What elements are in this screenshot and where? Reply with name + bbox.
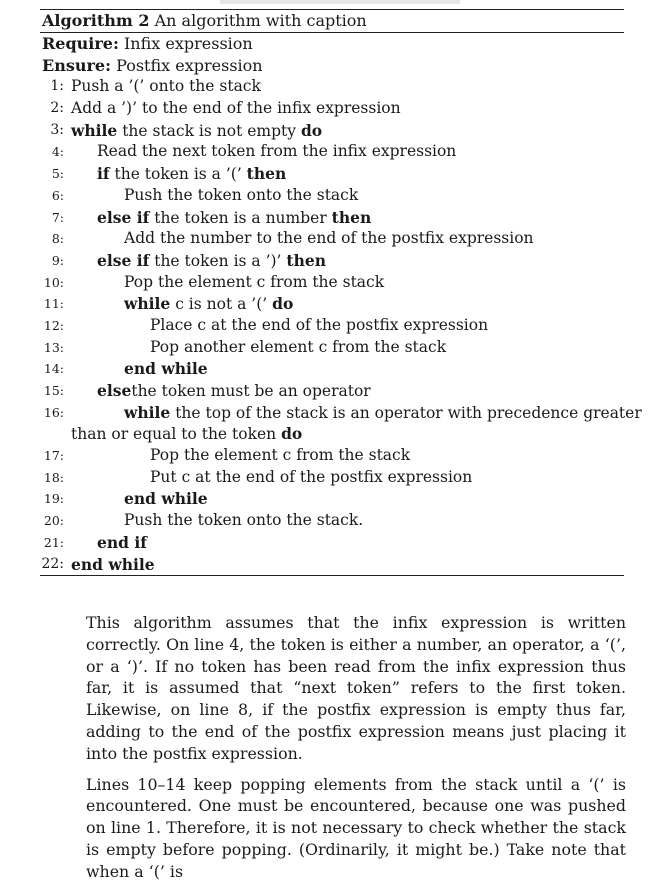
line-text: the stack is not empty — [117, 121, 301, 140]
ensure-text: Postfix expression — [116, 55, 263, 75]
algorithm-line — [40, 185, 624, 207]
line-number: 22: — [41, 555, 64, 572]
line-text: Push the token onto the stack — [124, 185, 359, 204]
line-text: than or equal to the token — [71, 425, 282, 444]
line-text: Place c at the end of the postfix expression — [150, 315, 489, 334]
require-label: Require: — [42, 34, 119, 53]
line-code — [124, 510, 363, 532]
keyword: do — [300, 120, 323, 140]
line-text: the token is a number — [149, 208, 332, 227]
algorithm-line — [40, 250, 624, 272]
line-code — [124, 272, 384, 294]
line-number: 7: — [51, 209, 64, 225]
keyword: then — [286, 250, 326, 270]
line-number: 11: — [43, 296, 64, 312]
require-line — [40, 33, 624, 55]
keyword: do — [281, 424, 303, 444]
keyword: end while — [71, 554, 155, 574]
algorithm-line — [40, 207, 624, 229]
line-number: 15: — [43, 383, 64, 398]
line-number: 5: — [51, 166, 64, 182]
line-text: the token must be an operator — [131, 382, 371, 400]
algorithm-line — [40, 380, 624, 402]
line-code — [71, 120, 322, 143]
line-number: 14: — [43, 361, 64, 377]
keyword: then — [246, 164, 287, 184]
ensure-line — [40, 55, 624, 77]
algorithm-line — [40, 445, 624, 467]
algorithm-line — [40, 272, 624, 294]
line-number: 2: — [50, 100, 64, 117]
algorithm-line — [40, 141, 624, 163]
line-code — [124, 293, 293, 316]
line-text: Pop the element c from the stack — [150, 446, 411, 465]
line-number: 4: — [51, 144, 64, 160]
line-number: 13: — [43, 339, 64, 355]
algorithm-line — [40, 293, 624, 315]
line-code — [124, 402, 642, 425]
line-code — [150, 445, 410, 467]
algorithm-line — [40, 120, 624, 142]
line-number: 12: — [43, 317, 64, 333]
line-text: Add a ’)’ to the end of the infix expression — [71, 99, 401, 118]
paragraph: Lines 10–14 keep popping elements from the stack until a ‘(’ is encountered. One must be encountered, because one was pushed on line 1. Therefore, it is not necessary to check whether the stack is empty before popping. (Ordinarily, it might be.) Take note that when a ‘(’ is — [86, 774, 626, 881]
keyword: end while — [124, 489, 208, 509]
keyword: while — [124, 294, 171, 314]
algorithm-line — [40, 163, 624, 185]
line-code — [71, 76, 261, 98]
paragraph: This algorithm assumes that the infix expression is written correctly. On line 4, the token is either a number, an operator, a ‘(’, or a ‘)’. If no token has been read from the infix expression thus far, it is assumed that “next token” refers to the first token. Likewise, on line 8, if the postfix expression is empty thus far, adding to the end of the postfix expression means just placing it into the postfix expression. — [86, 613, 626, 763]
line-number: 20: — [43, 513, 64, 529]
algorithm-line — [40, 358, 624, 380]
line-text: Read the next token from the infix expression — [97, 142, 457, 161]
keyword: else — [97, 381, 132, 400]
keyword: while — [71, 120, 118, 140]
algorithm-label: Algorithm 2 — [42, 11, 150, 30]
line-code — [71, 554, 155, 577]
line-code — [124, 488, 208, 511]
algorithm-line — [40, 554, 624, 576]
line-code — [150, 337, 446, 359]
algorithm-line — [40, 510, 624, 532]
algorithm-line — [40, 488, 624, 510]
line-number: 3: — [50, 121, 64, 138]
line-text: Pop the element c from the stack — [124, 272, 385, 291]
line-code — [97, 207, 371, 230]
algorithm-line — [40, 98, 624, 120]
line-code — [97, 163, 286, 186]
algorithm-line-continuation — [40, 423, 624, 445]
line-code — [97, 380, 371, 403]
line-text: Push a ’(’ onto the stack — [71, 77, 261, 96]
line-number: 1: — [50, 78, 64, 95]
keyword: then — [331, 207, 372, 227]
line-number: 6: — [51, 187, 64, 203]
algorithm-line — [40, 467, 624, 489]
algorithm-caption: An algorithm with caption — [154, 11, 367, 30]
algorithm-header — [40, 10, 624, 32]
algorithm-line — [40, 402, 642, 424]
line-code — [97, 250, 326, 273]
line-number: 16: — [43, 404, 64, 420]
line-code — [124, 228, 534, 250]
line-code — [124, 358, 208, 381]
algorithm-block — [40, 9, 642, 576]
algorithm-lines — [40, 76, 642, 575]
line-code — [124, 185, 358, 207]
line-text: Put c at the end of the postfix expression — [150, 467, 473, 486]
keyword: end while — [124, 359, 208, 379]
algorithm-line — [40, 315, 624, 337]
algorithm-line — [40, 337, 624, 359]
line-text: the token is a ’)’ — [149, 251, 287, 270]
ensure-label: Ensure: — [42, 55, 111, 75]
require-text: Infix expression — [123, 34, 253, 53]
keyword: end if — [97, 532, 147, 552]
line-code — [71, 98, 401, 120]
line-text: Add the number to the end of the postfix expression — [124, 229, 534, 248]
line-text: Push the token onto the stack. — [124, 511, 364, 530]
line-text: Pop another element c from the stack — [150, 337, 447, 356]
line-code — [150, 315, 488, 337]
line-number: 10: — [43, 274, 64, 290]
line-number: 18: — [43, 469, 64, 485]
keyword: while — [124, 402, 171, 422]
line-number: 17: — [43, 448, 64, 464]
line-text: c is not a ’(’ — [170, 295, 273, 314]
keyword: else if — [97, 207, 150, 227]
line-text: the token is a ’(’ — [109, 165, 247, 184]
line-number: 8: — [51, 231, 64, 247]
keyword: else if — [97, 250, 150, 270]
body-text — [86, 612, 626, 892]
algorithm-line — [40, 76, 624, 98]
line-number: 19: — [43, 491, 64, 507]
keyword: do — [272, 294, 294, 314]
algorithm-line — [40, 228, 624, 250]
line-number: 9: — [51, 252, 64, 268]
line-number: 21: — [43, 534, 64, 550]
algorithm-line — [40, 532, 624, 554]
line-code — [97, 141, 456, 163]
line-code — [150, 467, 472, 489]
line-code — [97, 532, 147, 555]
scroll-indicator — [220, 0, 460, 4]
line-text: the top of the stack is an operator with precedence greater — [170, 403, 642, 422]
keyword: if — [97, 164, 110, 184]
